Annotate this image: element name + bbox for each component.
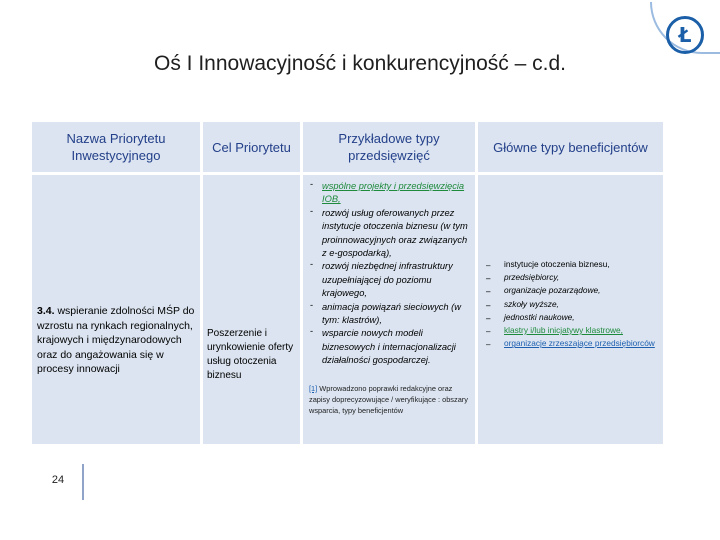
footnote: [309, 383, 469, 416]
cell-priority-name: [32, 175, 200, 444]
list-item: [486, 324, 664, 337]
header-priority-goal: Cel Priorytetu: [203, 122, 300, 172]
list-item: - rozwój usług oferowanych przez instytucje otoczenia biznesu (w tym proinnowacyjnych oraz związanych z e-gospodarką),: [307, 207, 472, 261]
beneficiary-link[interactable]: klastry i/lub inicjatywy klastrowe,: [504, 325, 623, 336]
list-item: - wsparcie nowych modeli biznesowych i internacjonalizacji działalności gospodarczej.: [307, 327, 472, 367]
list-item: [486, 337, 664, 350]
beneficiaries-list: [486, 258, 664, 350]
page-number: 24: [51, 474, 65, 486]
list-item: – szkoły wyższe,: [486, 298, 664, 311]
cell-project-types: [303, 175, 475, 444]
list-item: [307, 180, 472, 207]
list-item: – instytucje otoczenia biznesu,: [486, 258, 664, 271]
header-project-types: Przykładowe typy przedsięwzięć: [303, 122, 475, 172]
slide-title: Oś I Innowacyjność i konkurencyjność – c.d.: [153, 52, 567, 75]
priority-goal-text: Poszerzenie i urynkowienie oferty usług otoczenia biznesu: [207, 328, 294, 381]
lodzkie-logo-icon: Ł: [666, 16, 704, 54]
list-item: – przedsiębiorcy,: [486, 271, 664, 284]
project-type-text: wspólne projekty i przedsięwzięcia IOB,: [322, 181, 465, 205]
list-item: - rozwój niezbędnej infrastruktury uzupełniającej do poziomu krajowego,: [307, 260, 472, 300]
list-item: – jednostki naukowe,: [486, 311, 664, 324]
priority-name: wspieranie zdolności MŚP do wzrostu na rynkach regionalnych, krajowych i międzynarodowych oraz do angażowania się w procesy innowacji: [37, 305, 195, 375]
footnote-text: Wprowadzono poprawki redakcyjne oraz zapisy doprecyzowujące / weryfikujące : obszary wsparcia, typy beneficjentów: [309, 384, 468, 415]
footnote-link[interactable]: [1]: [309, 384, 318, 393]
header-priority-name: Nazwa Priorytetu Inwestycyjnego: [32, 122, 200, 172]
priority-name-text: [37, 304, 197, 377]
priority-table: [32, 122, 663, 444]
cell-beneficiaries: [478, 175, 663, 444]
page-divider: [82, 464, 84, 500]
header-beneficiaries: Główne typy beneficjentów: [478, 122, 663, 172]
list-item: - animacja powiązań sieciowych (w tym: klastrów),: [307, 301, 472, 328]
project-types-list: [307, 180, 472, 368]
beneficiary-link[interactable]: organizacje zrzeszające przedsiębiorców: [504, 338, 655, 349]
cell-priority-goal: [203, 175, 300, 444]
list-item: – organizacje pozarządowe,: [486, 284, 664, 297]
priority-number: 3.4.: [37, 305, 55, 317]
